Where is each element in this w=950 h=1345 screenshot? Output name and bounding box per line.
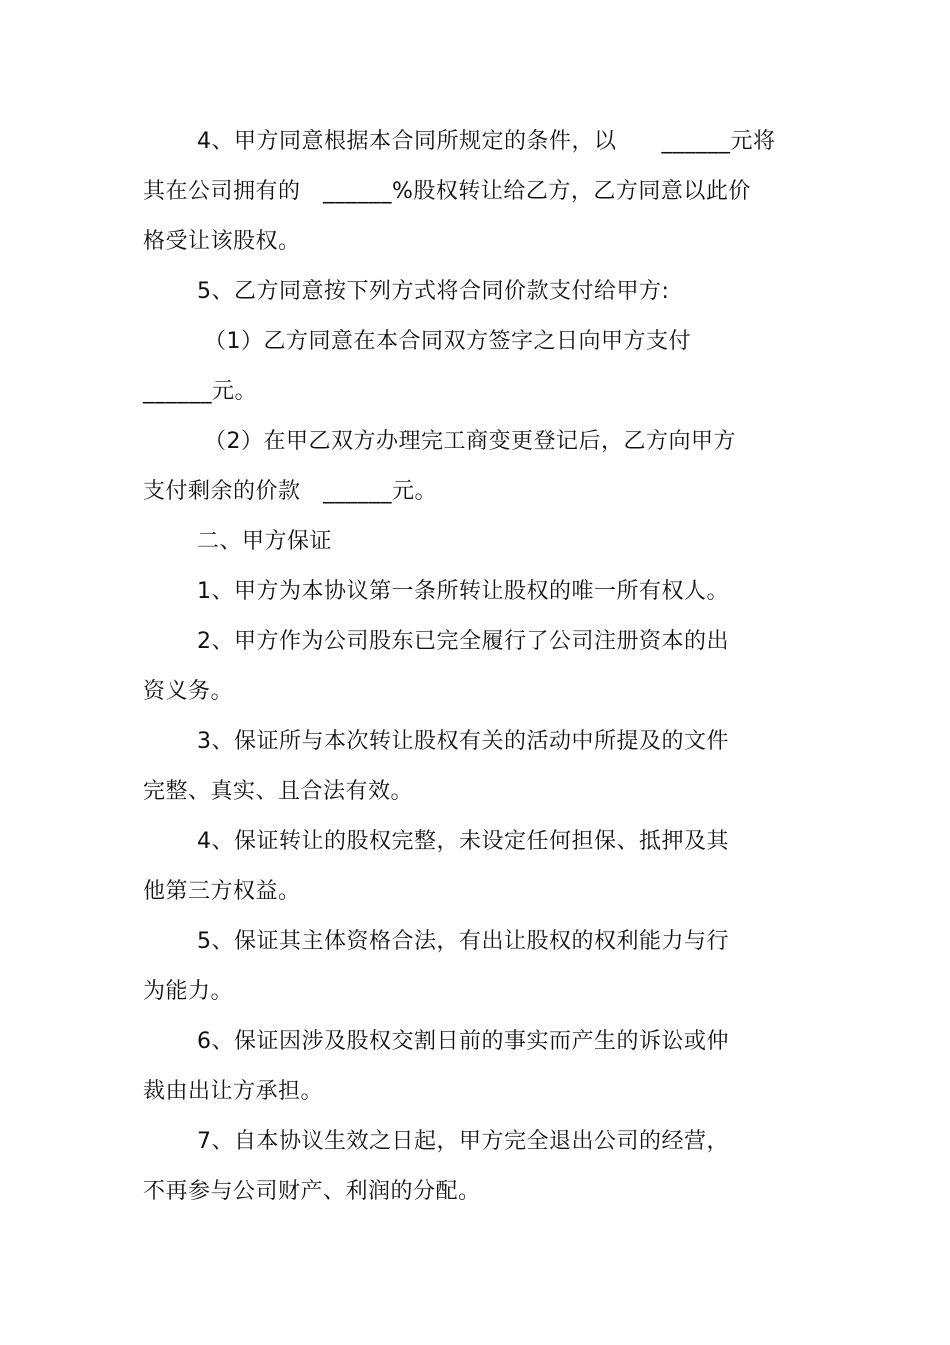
paragraph-line: 6、保证因涉及股权交割日前的事实而产生的诉讼或仲 [197,1029,729,1054]
paragraph-line: 2、甲方作为公司股东已完全履行了公司注册资本的出 [197,629,729,654]
paragraph-line: 5、保证其主体资格合法，有出让股权的权利能力与行 [197,929,729,954]
paragraph-line: 1、甲方为本协议第一条所转让股权的唯一所有权人。 [197,579,729,604]
paragraph-line: 裁由出让方承担。 [143,1079,324,1104]
paragraph-line: 3、保证所与本次转让股权有关的活动中所提及的文件 [197,729,729,754]
paragraph-line: 资义务。 [143,679,234,704]
paragraph-line: 5、乙方同意按下列方式将合同价款支付给甲方: [197,279,670,304]
paragraph-line: 4、甲方同意根据本合同所规定的条件，以 ______元将 [197,129,776,154]
paragraph-line: 格受让该股权。 [143,229,301,254]
paragraph-line: 他第三方权益。 [143,879,301,904]
paragraph-line: 不再参与公司财产、利润的分配。 [143,1179,481,1204]
paragraph-line: （1）乙方同意在本合同双方签字之日向甲方支付 [204,329,691,354]
paragraph-line: 完整、真实、且合法有效。 [143,779,414,804]
paragraph-line: 其在公司拥有的 ______%股权转让给乙方，乙方同意以此价 [143,179,751,204]
paragraph-line: 4、保证转让的股权完整，未设定任何担保、抵押及其 [197,829,729,854]
paragraph-line: 支付剩余的价款 ______元。 [143,479,438,504]
section-heading: 二、甲方保证 [197,529,333,554]
paragraph-line: 7、自本协议生效之日起，甲方完全退出公司的经营， [197,1129,729,1154]
paragraph-line: （2）在甲乙双方办理完工商变更登记后，乙方向甲方 [204,429,736,454]
paragraph-line: 为能力。 [143,979,234,1004]
paragraph-line: ______元。 [143,379,258,404]
